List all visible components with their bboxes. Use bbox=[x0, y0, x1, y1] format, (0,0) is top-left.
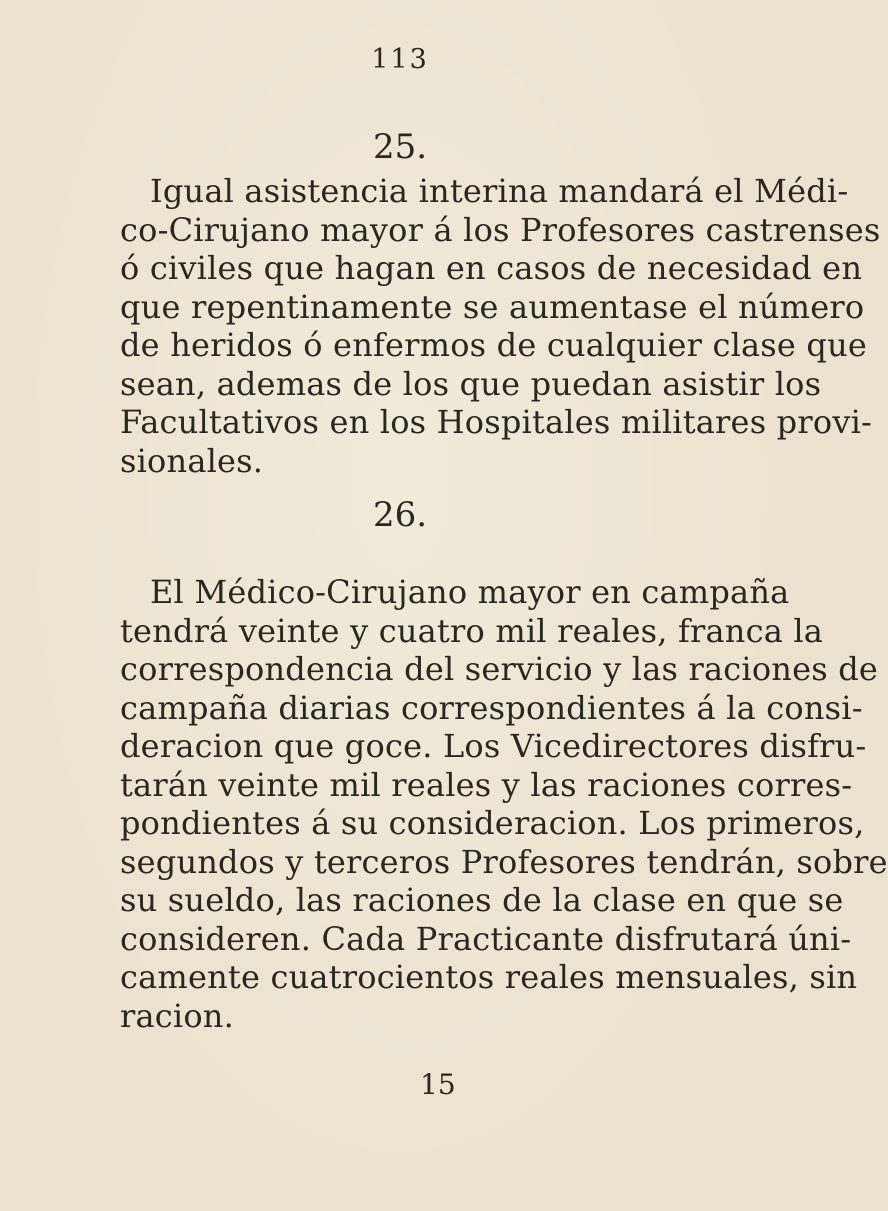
text-line: su sueldo, las raciones de la clase en que se bbox=[120, 881, 844, 919]
section-25-paragraph bbox=[120, 172, 881, 480]
page-number: 113 bbox=[371, 44, 429, 75]
section-number-25: 25. bbox=[372, 127, 428, 167]
signature-mark: 15 bbox=[420, 1068, 456, 1101]
text-line: que repentinamente se aumentase el número bbox=[120, 287, 865, 326]
text-line: sionales. bbox=[120, 441, 264, 480]
text-line: segundos y terceros Profesores tendrán, sobre bbox=[120, 842, 888, 881]
text-line: consideren. Cada Practicante disfrutará úni- bbox=[120, 919, 852, 958]
text-line: de heridos ó enfermos de cualquier clase que bbox=[120, 326, 868, 364]
text-line: El Médico-Cirujano mayor en campaña bbox=[150, 573, 790, 611]
text-line: sean, ademas de los que puedan asistir los bbox=[120, 364, 822, 403]
text-line: tendrá veinte y cuatro mil reales, franca la bbox=[120, 611, 824, 650]
text-line: Facultativos en los Hospitales militares provi- bbox=[120, 403, 873, 441]
section-number-26: 26. bbox=[372, 495, 428, 535]
text-line: campaña diarias correspondientes á la consi- bbox=[120, 688, 863, 727]
text-line: co-Cirujano mayor á los Profesores castrenses bbox=[120, 210, 881, 249]
text-line: pondientes á su consideracion. Los primeros, bbox=[120, 804, 865, 842]
text-line: racion. bbox=[120, 996, 234, 1035]
text-line: deracion que goce. Los Vicedirectores disfru- bbox=[120, 727, 867, 765]
section-26-paragraph bbox=[120, 573, 888, 1035]
text-line: Igual asistencia interina mandará el Médi- bbox=[150, 172, 849, 210]
text-line: correspondencia del servicio y las raciones de bbox=[120, 650, 879, 688]
text-line: ó civiles que hagan en casos de necesidad en bbox=[120, 249, 863, 287]
text-line: tarán veinte mil reales y las raciones corres- bbox=[120, 765, 853, 804]
text-line: camente cuatrocientos reales mensuales, sin bbox=[120, 958, 858, 996]
